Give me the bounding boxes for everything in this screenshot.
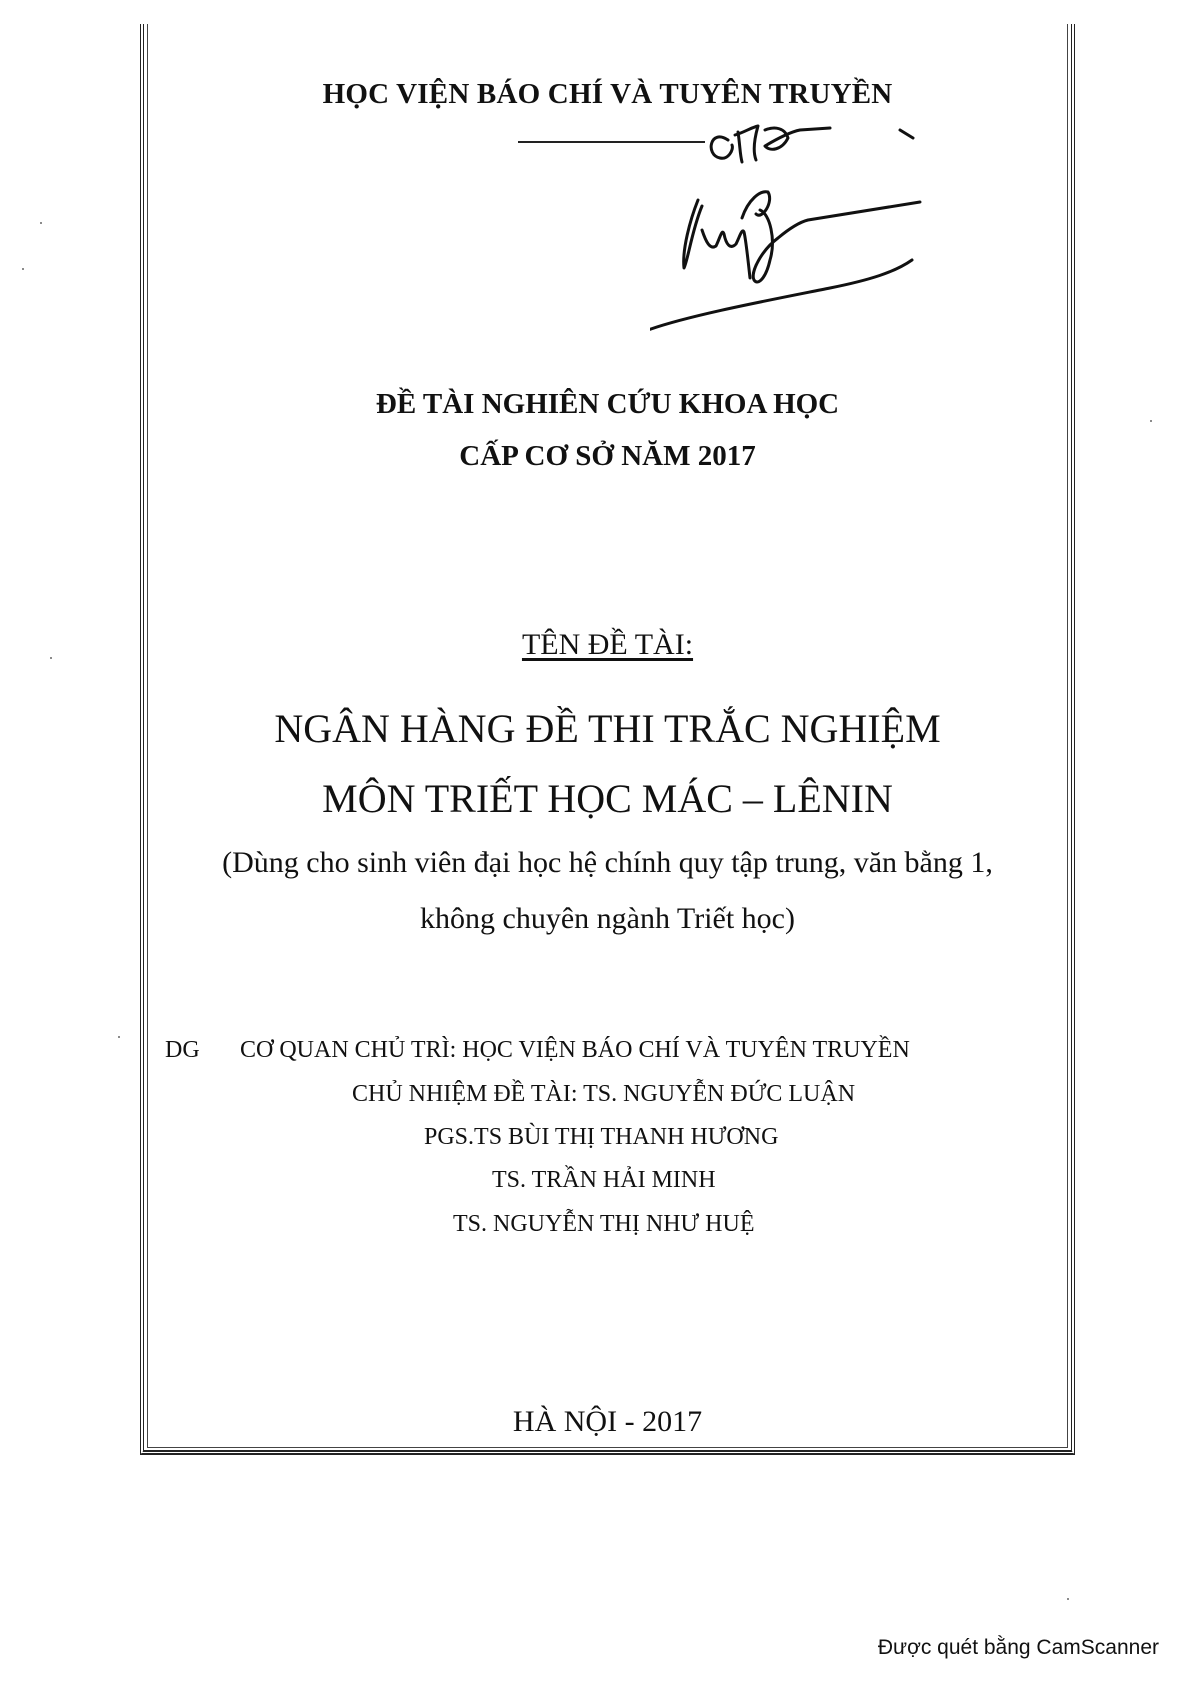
document-title-line1: NGÂN HÀNG ĐỀ THI TRẮC NGHIỆM	[274, 706, 941, 751]
research-topic-type: ĐỀ TÀI NGHIÊN CỨU KHOA HỌC	[375, 388, 840, 420]
host-agency: CƠ QUAN CHỦ TRÌ: HỌC VIỆN BÁO CHÍ VÀ TUYÊN TRUYỀN	[240, 1037, 910, 1063]
member-name: PGS.TS BÙI THỊ THANH HƯƠNG	[424, 1124, 779, 1150]
scanner-footer: Được quét bằng CamScanner	[877, 1636, 1159, 1659]
scan-speck	[118, 1036, 120, 1038]
usage-note-line2: không chuyên ngành Triết học)	[420, 902, 795, 935]
member-name: TS. TRẦN HẢI MINH	[492, 1167, 716, 1193]
scan-speck	[1150, 420, 1152, 422]
document-title-line2: MÔN TRIẾT HỌC MÁC – LÊNIN	[322, 776, 893, 821]
handwritten-signature	[650, 110, 1010, 360]
scan-speck	[50, 657, 52, 659]
margin-mark: DG	[165, 1037, 200, 1063]
scan-speck	[22, 268, 24, 270]
usage-note-line1: (Dùng cho sinh viên đại học hệ chính quy tập trung, văn bằng 1,	[222, 846, 993, 879]
place-and-year: HÀ NỘI - 2017	[512, 1405, 703, 1438]
project-lead: CHỦ NHIỆM ĐỀ TÀI: TS. NGUYỄN ĐỨC LUẬN	[352, 1081, 856, 1107]
scan-speck	[40, 222, 42, 224]
topic-name-label: TÊN ĐỀ TÀI:	[521, 628, 694, 661]
research-topic-level-year: CẤP CƠ SỞ NĂM 2017	[459, 440, 756, 472]
member-name: TS. NGUYỄN THỊ NHƯ HUỆ	[453, 1211, 755, 1237]
institution-heading: HỌC VIỆN BÁO CHÍ VÀ TUYÊN TRUYỀN	[322, 78, 893, 110]
scan-speck	[1067, 1598, 1069, 1600]
